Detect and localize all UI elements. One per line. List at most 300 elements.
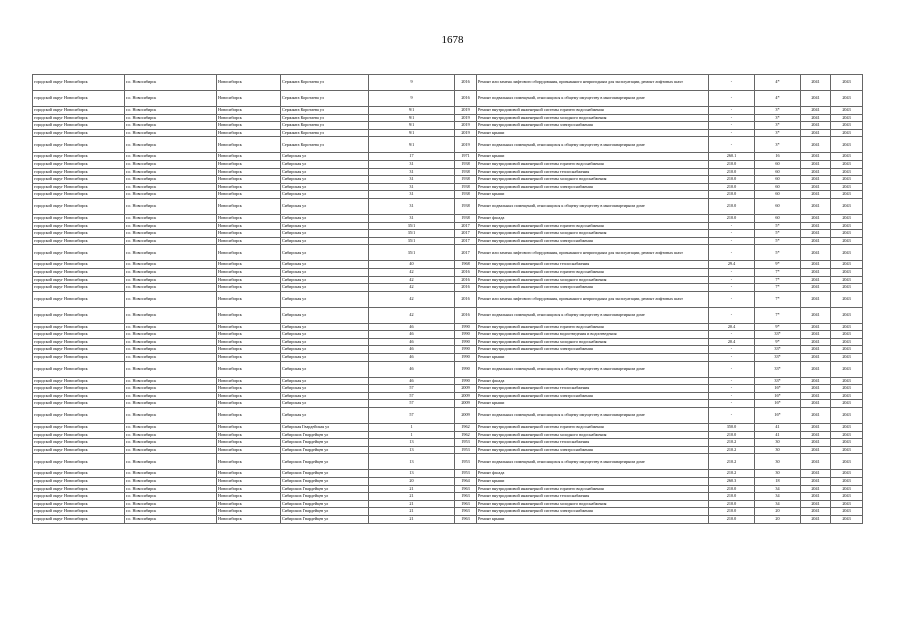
period-start-cell: 2041 [801, 183, 831, 191]
work-type-cell: Ремонт внутридомовой инженерной системы холодного водоснабжения [477, 500, 709, 508]
district-cell: городской округ Новосибирск [33, 470, 125, 478]
area-cell: - [709, 129, 755, 137]
district-cell: городской округ Новосибирск [33, 214, 125, 222]
period-end-cell: 2043 [831, 307, 863, 323]
district-cell: городской округ Новосибирск [33, 323, 125, 331]
area-cell: - [709, 385, 755, 393]
count-cell: 3* [755, 122, 801, 130]
house-number-cell: 9/1 [369, 137, 455, 153]
district-cell: городской округ Новосибирск [33, 485, 125, 493]
year-built-cell: 1938 [455, 168, 477, 176]
street-cell: Сибирская ул [281, 338, 369, 346]
year-built-cell: 2019 [455, 122, 477, 130]
district-cell: городской округ Новосибирск [33, 107, 125, 115]
district-cell: городской округ Новосибирск [33, 508, 125, 516]
year-built-cell: 1964 [455, 478, 477, 486]
house-number-cell: 1 [369, 424, 455, 432]
work-type-cell: Ремонт подвальных помещений, относящихся к общему имуществу в многоквартирном доме [477, 198, 709, 214]
period-start-cell: 2041 [801, 198, 831, 214]
period-start-cell: 2041 [801, 424, 831, 432]
street-cell: Сибирская ул [281, 222, 369, 230]
count-cell: 5* [755, 230, 801, 238]
year-built-cell: 1938 [455, 183, 477, 191]
city-cell: Новосибирск [217, 222, 281, 230]
year-built-cell: 2016 [455, 91, 477, 107]
count-cell: 4* [755, 75, 801, 91]
table-row [33, 439, 863, 447]
settlement-cell: г.о. Новосибирск [125, 446, 217, 454]
period-start-cell: 2041 [801, 377, 831, 385]
city-cell: Новосибирск [217, 470, 281, 478]
city-cell: Новосибирск [217, 176, 281, 184]
district-cell: городской округ Новосибирск [33, 515, 125, 523]
area-cell: - [709, 222, 755, 230]
street-cell: Сибирская ул [281, 377, 369, 385]
year-built-cell: 2016 [455, 276, 477, 284]
count-cell: 5* [755, 245, 801, 261]
area-cell: 210.2 [709, 446, 755, 454]
area-cell: - [709, 122, 755, 130]
district-cell: городской округ Новосибирск [33, 354, 125, 362]
period-end-cell: 2043 [831, 183, 863, 191]
work-type-cell: Ремонт крыши [477, 354, 709, 362]
year-built-cell: 1963 [455, 493, 477, 501]
city-cell: Новосибирск [217, 237, 281, 245]
count-cell: 9* [755, 338, 801, 346]
period-start-cell: 2041 [801, 307, 831, 323]
period-end-cell: 2043 [831, 284, 863, 292]
settlement-cell: г.о. Новосибирск [125, 470, 217, 478]
district-cell: городской округ Новосибирск [33, 307, 125, 323]
house-number-cell: 42 [369, 291, 455, 307]
city-cell: Новосибирск [217, 245, 281, 261]
street-cell: Сибирская ул [281, 284, 369, 292]
house-number-cell: 9 [369, 75, 455, 91]
settlement-cell: г.о. Новосибирск [125, 361, 217, 377]
settlement-cell: г.о. Новосибирск [125, 323, 217, 331]
district-cell: городской округ Новосибирск [33, 424, 125, 432]
district-cell: городской округ Новосибирск [33, 198, 125, 214]
table-row [33, 168, 863, 176]
table-row [33, 470, 863, 478]
house-number-cell: 31 [369, 176, 455, 184]
work-type-cell: Ремонт подвальных помещений, относящихся к общему имуществу в многоквартирном доме [477, 408, 709, 424]
district-cell: городской округ Новосибирск [33, 400, 125, 408]
work-type-cell: Ремонт внутридомовой инженерной системы теплоснабжения [477, 385, 709, 393]
district-cell: городской округ Новосибирск [33, 276, 125, 284]
street-cell: Сержанта Коротаева ул [281, 91, 369, 107]
city-cell: Новосибирск [217, 439, 281, 447]
street-cell: Сибирская ул [281, 385, 369, 393]
area-cell: - [709, 114, 755, 122]
settlement-cell: г.о. Новосибирск [125, 160, 217, 168]
area-cell: - [709, 137, 755, 153]
district-cell: городской округ Новосибирск [33, 500, 125, 508]
period-end-cell: 2043 [831, 198, 863, 214]
count-cell: 34 [755, 500, 801, 508]
period-start-cell: 2041 [801, 114, 831, 122]
house-number-cell: 40 [369, 261, 455, 269]
city-cell: Новосибирск [217, 431, 281, 439]
house-number-cell: 9/1 [369, 107, 455, 115]
house-number-cell: 46 [369, 354, 455, 362]
city-cell: Новосибирск [217, 307, 281, 323]
period-end-cell: 2043 [831, 500, 863, 508]
settlement-cell: г.о. Новосибирск [125, 261, 217, 269]
area-cell: - [709, 346, 755, 354]
city-cell: Новосибирск [217, 129, 281, 137]
period-start-cell: 2041 [801, 237, 831, 245]
settlement-cell: г.о. Новосибирск [125, 385, 217, 393]
count-cell: 34 [755, 493, 801, 501]
area-cell: - [709, 276, 755, 284]
area-cell: 210.2 [709, 470, 755, 478]
table-row [33, 91, 863, 107]
period-end-cell: 2043 [831, 338, 863, 346]
year-built-cell: 2019 [455, 129, 477, 137]
table-row [33, 214, 863, 222]
district-cell: городской округ Новосибирск [33, 291, 125, 307]
year-built-cell: 1990 [455, 323, 477, 331]
work-type-cell: Ремонт внутридомовой инженерной системы горячего водоснабжения [477, 485, 709, 493]
period-end-cell: 2043 [831, 377, 863, 385]
work-type-cell: Ремонт внутридомовой инженерной системы холодного водоснабжения [477, 176, 709, 184]
area-cell: 210.0 [709, 500, 755, 508]
street-cell: Сибирская Гвардейская ул [281, 424, 369, 432]
work-type-cell: Ремонт внутридомовой инженерной системы горячего водоснабжения [477, 323, 709, 331]
period-start-cell: 2041 [801, 268, 831, 276]
work-type-cell: Ремонт крыши [477, 191, 709, 199]
table-row [33, 508, 863, 516]
period-end-cell: 2043 [831, 424, 863, 432]
year-built-cell: 2019 [455, 107, 477, 115]
settlement-cell: г.о. Новосибирск [125, 276, 217, 284]
district-cell: городской округ Новосибирск [33, 191, 125, 199]
count-cell: 16* [755, 385, 801, 393]
period-start-cell: 2041 [801, 160, 831, 168]
year-built-cell: 2017 [455, 230, 477, 238]
area-cell: 210.0 [709, 191, 755, 199]
settlement-cell: г.о. Новосибирск [125, 129, 217, 137]
district-cell: городской округ Новосибирск [33, 377, 125, 385]
district-cell: городской округ Новосибирск [33, 245, 125, 261]
work-type-cell: Ремонт внутридомовой инженерной системы холодного водоснабжения [477, 338, 709, 346]
area-cell: - [709, 354, 755, 362]
street-cell: Сибирских Гвардейцев ул [281, 485, 369, 493]
table-row [33, 346, 863, 354]
period-end-cell: 2043 [831, 515, 863, 523]
street-cell: Сержанта Коротаева ул [281, 107, 369, 115]
count-cell: 33* [755, 346, 801, 354]
period-end-cell: 2043 [831, 392, 863, 400]
period-start-cell: 2041 [801, 291, 831, 307]
district-cell: городской округ Новосибирск [33, 137, 125, 153]
table-row [33, 268, 863, 276]
house-number-cell: 42 [369, 307, 455, 323]
period-start-cell: 2041 [801, 222, 831, 230]
city-cell: Новосибирск [217, 183, 281, 191]
city-cell: Новосибирск [217, 75, 281, 91]
count-cell: 30 [755, 470, 801, 478]
house-number-cell: 21 [369, 485, 455, 493]
year-built-cell: 1990 [455, 354, 477, 362]
house-number-cell: 35/1 [369, 237, 455, 245]
year-built-cell: 1990 [455, 331, 477, 339]
city-cell: Новосибирск [217, 424, 281, 432]
period-start-cell: 2041 [801, 245, 831, 261]
page-number: 1678 [441, 34, 464, 46]
district-cell: городской округ Новосибирск [33, 478, 125, 486]
work-type-cell: Ремонт внутридомовой инженерной системы горячего водоснабжения [477, 222, 709, 230]
city-cell: Новосибирск [217, 168, 281, 176]
house-number-cell: 46 [369, 323, 455, 331]
work-type-cell: Ремонт внутридомовой инженерной системы холодного водоснабжения [477, 114, 709, 122]
settlement-cell: г.о. Новосибирск [125, 214, 217, 222]
count-cell: 60 [755, 160, 801, 168]
count-cell: 16* [755, 392, 801, 400]
period-end-cell: 2043 [831, 323, 863, 331]
house-number-cell: 57 [369, 385, 455, 393]
settlement-cell: г.о. Новосибирск [125, 439, 217, 447]
table-row [33, 400, 863, 408]
settlement-cell: г.о. Новосибирск [125, 346, 217, 354]
house-number-cell: 17 [369, 153, 455, 161]
house-number-cell: 46 [369, 338, 455, 346]
period-start-cell: 2041 [801, 485, 831, 493]
area-cell: 20.4 [709, 323, 755, 331]
year-built-cell: 2019 [455, 114, 477, 122]
year-built-cell: 2019 [455, 137, 477, 153]
period-end-cell: 2043 [831, 439, 863, 447]
work-type-cell: Ремонт подвальных помещений, относящихся к общему имуществу в многоквартирном доме [477, 137, 709, 153]
area-cell: - [709, 392, 755, 400]
count-cell: 5* [755, 222, 801, 230]
table-row [33, 191, 863, 199]
house-number-cell: 42 [369, 284, 455, 292]
street-cell: Сибирская ул [281, 198, 369, 214]
area-cell: - [709, 75, 755, 91]
period-start-cell: 2041 [801, 191, 831, 199]
count-cell: 3* [755, 107, 801, 115]
settlement-cell: г.о. Новосибирск [125, 424, 217, 432]
house-number-cell: 35/1 [369, 230, 455, 238]
district-cell: городской округ Новосибирск [33, 168, 125, 176]
period-start-cell: 2041 [801, 392, 831, 400]
street-cell: Сибирская ул [281, 153, 369, 161]
work-type-cell: Ремонт внутридомовой инженерной системы горячего водоснабжения [477, 107, 709, 115]
work-type-cell: Ремонт внутридомовой инженерной системы электроснабжения [477, 392, 709, 400]
city-cell: Новосибирск [217, 107, 281, 115]
count-cell: 30 [755, 439, 801, 447]
year-built-cell: 1963 [455, 485, 477, 493]
period-end-cell: 2043 [831, 91, 863, 107]
city-cell: Новосибирск [217, 354, 281, 362]
area-cell: 210.0 [709, 160, 755, 168]
area-cell: 210.0 [709, 198, 755, 214]
count-cell: 16 [755, 153, 801, 161]
year-built-cell: 1990 [455, 377, 477, 385]
district-cell: городской округ Новосибирск [33, 230, 125, 238]
year-built-cell: 2009 [455, 385, 477, 393]
period-end-cell: 2043 [831, 478, 863, 486]
work-type-cell: Ремонт внутридомовой инженерной системы холодного водоснабжения [477, 230, 709, 238]
settlement-cell: г.о. Новосибирск [125, 377, 217, 385]
city-cell: Новосибирск [217, 230, 281, 238]
year-built-cell: 1963 [455, 515, 477, 523]
count-cell: 9* [755, 261, 801, 269]
year-built-cell: 1938 [455, 160, 477, 168]
period-end-cell: 2043 [831, 114, 863, 122]
year-built-cell: 1990 [455, 346, 477, 354]
count-cell: 34 [755, 485, 801, 493]
work-type-cell: Ремонт внутридомовой инженерной системы холодного водоснабжения [477, 431, 709, 439]
period-end-cell: 2043 [831, 276, 863, 284]
street-cell: Сибирская ул [281, 214, 369, 222]
table-row [33, 361, 863, 377]
area-cell: - [709, 91, 755, 107]
work-type-cell: Ремонт подвальных помещений, относящихся к общему имуществу в многоквартирном доме [477, 307, 709, 323]
district-cell: городской округ Новосибирск [33, 75, 125, 91]
city-cell: Новосибирск [217, 493, 281, 501]
year-built-cell: 2016 [455, 75, 477, 91]
table-row [33, 261, 863, 269]
count-cell: 41 [755, 431, 801, 439]
house-number-cell: 13 [369, 470, 455, 478]
work-type-cell: Ремонт внутридомовой инженерной системы водоотведения и водоотведения [477, 331, 709, 339]
table-row [33, 431, 863, 439]
table-row [33, 446, 863, 454]
period-end-cell: 2043 [831, 237, 863, 245]
work-type-cell: Ремонт внутридомовой инженерной системы теплоснабжения [477, 493, 709, 501]
street-cell: Сибирская ул [281, 331, 369, 339]
settlement-cell: г.о. Новосибирск [125, 176, 217, 184]
area-cell: 20.4 [709, 338, 755, 346]
street-cell: Сибирская ул [281, 268, 369, 276]
house-number-cell: 31 [369, 214, 455, 222]
period-start-cell: 2041 [801, 214, 831, 222]
settlement-cell: г.о. Новосибирск [125, 183, 217, 191]
house-number-cell: 31 [369, 183, 455, 191]
period-end-cell: 2043 [831, 129, 863, 137]
table-row [33, 230, 863, 238]
table-row [33, 160, 863, 168]
work-type-cell: Ремонт внутридомовой инженерной системы электроснабжения [477, 183, 709, 191]
house-number-cell: 46 [369, 361, 455, 377]
count-cell: 5* [755, 237, 801, 245]
year-built-cell: 1938 [455, 198, 477, 214]
period-end-cell: 2043 [831, 493, 863, 501]
work-type-cell: Ремонт внутридомовой инженерной системы электроснабжения [477, 508, 709, 516]
count-cell: 20 [755, 508, 801, 516]
settlement-cell: г.о. Новосибирск [125, 307, 217, 323]
period-end-cell: 2043 [831, 268, 863, 276]
period-end-cell: 2043 [831, 331, 863, 339]
period-end-cell: 2043 [831, 408, 863, 424]
table-row [33, 276, 863, 284]
street-cell: Сибирских Гвардейцев ул [281, 470, 369, 478]
period-start-cell: 2041 [801, 276, 831, 284]
district-cell: городской округ Новосибирск [33, 439, 125, 447]
district-cell: городской округ Новосибирск [33, 237, 125, 245]
year-built-cell: 2017 [455, 222, 477, 230]
street-cell: Сержанта Коротаева ул [281, 122, 369, 130]
house-number-cell: 13 [369, 439, 455, 447]
street-cell: Сибирская ул [281, 168, 369, 176]
settlement-cell: г.о. Новосибирск [125, 222, 217, 230]
city-cell: Новосибирск [217, 198, 281, 214]
year-built-cell: 1990 [455, 361, 477, 377]
house-number-cell: 42 [369, 268, 455, 276]
count-cell: 3* [755, 137, 801, 153]
house-number-cell: 31 [369, 168, 455, 176]
settlement-cell: г.о. Новосибирск [125, 392, 217, 400]
period-start-cell: 2041 [801, 361, 831, 377]
city-cell: Новосибирск [217, 191, 281, 199]
year-built-cell: 1962 [455, 424, 477, 432]
year-built-cell: 2016 [455, 291, 477, 307]
period-start-cell: 2041 [801, 385, 831, 393]
house-number-cell: 57 [369, 408, 455, 424]
period-start-cell: 2041 [801, 354, 831, 362]
city-cell: Новосибирск [217, 137, 281, 153]
settlement-cell: г.о. Новосибирск [125, 354, 217, 362]
city-cell: Новосибирск [217, 276, 281, 284]
count-cell: 33* [755, 361, 801, 377]
city-cell: Новосибирск [217, 114, 281, 122]
work-type-cell: Ремонт крыши [477, 129, 709, 137]
street-cell: Сибирская ул [281, 261, 369, 269]
work-type-cell: Ремонт крыши [477, 515, 709, 523]
count-cell: 7* [755, 307, 801, 323]
count-cell: 4* [755, 91, 801, 107]
period-start-cell: 2041 [801, 122, 831, 130]
street-cell: Сибирских Гвардейцев ул [281, 508, 369, 516]
period-end-cell: 2043 [831, 346, 863, 354]
table-row [33, 307, 863, 323]
area-cell: 260.3 [709, 478, 755, 486]
city-cell: Новосибирск [217, 454, 281, 470]
district-cell: городской округ Новосибирск [33, 431, 125, 439]
city-cell: Новосибирск [217, 377, 281, 385]
work-type-cell: Ремонт внутридомовой инженерной системы электроснабжения [477, 284, 709, 292]
table-row [33, 153, 863, 161]
area-cell: 210.0 [709, 431, 755, 439]
year-built-cell: 1938 [455, 214, 477, 222]
house-number-cell: 31 [369, 191, 455, 199]
city-cell: Новосибирск [217, 485, 281, 493]
city-cell: Новосибирск [217, 323, 281, 331]
area-cell: - [709, 237, 755, 245]
table-row [33, 107, 863, 115]
settlement-cell: г.о. Новосибирск [125, 493, 217, 501]
year-built-cell: 1963 [455, 500, 477, 508]
settlement-cell: г.о. Новосибирск [125, 75, 217, 91]
street-cell: Сибирских Гвардейцев ул [281, 478, 369, 486]
period-end-cell: 2043 [831, 400, 863, 408]
street-cell: Сержанта Коротаева ул [281, 75, 369, 91]
settlement-cell: г.о. Новосибирск [125, 431, 217, 439]
work-type-cell: Ремонт внутридомовой инженерной системы горячего водоснабжения [477, 160, 709, 168]
table-row [33, 176, 863, 184]
period-end-cell: 2043 [831, 230, 863, 238]
house-number-cell: 46 [369, 377, 455, 385]
period-end-cell: 2043 [831, 176, 863, 184]
district-cell: городской округ Новосибирск [33, 160, 125, 168]
period-end-cell: 2043 [831, 75, 863, 91]
table-row [33, 198, 863, 214]
period-start-cell: 2041 [801, 323, 831, 331]
work-type-cell: Ремонт крыши [477, 400, 709, 408]
